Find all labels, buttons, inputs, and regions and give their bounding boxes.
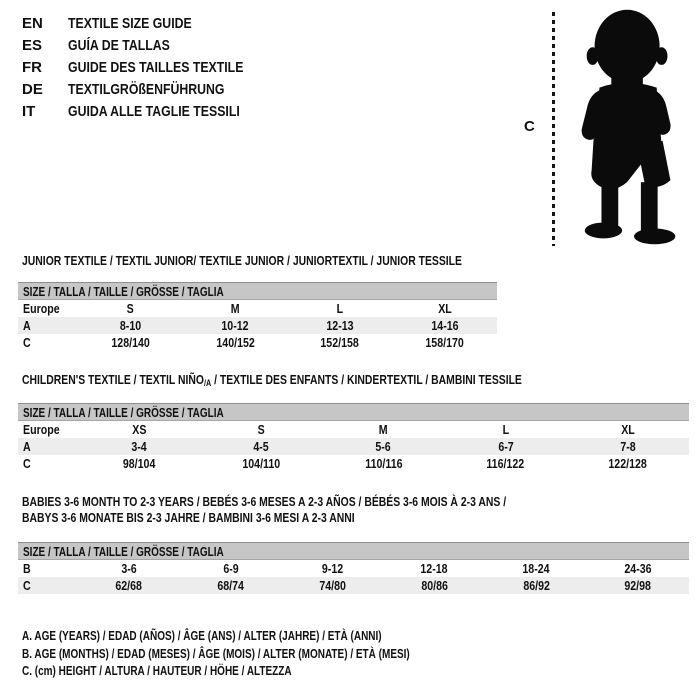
children-section-title: CHILDREN'S TEXTILE / TEXTIL $NIÑO_{/A}$ / TEXTILE DES ENFANTS / KINDERTEXTIL / BAMBINI TESSILE bbox=[22, 372, 522, 388]
babies-size-table bbox=[18, 542, 689, 594]
row-label: C bbox=[23, 578, 31, 593]
language-row-fr bbox=[22, 57, 282, 79]
size-cell: S bbox=[126, 301, 134, 316]
junior-section-title: JUNIOR TEXTILE / TEXTIL JUNIOR/ TEXTILE JUNIOR / JUNIORTEXTIL / JUNIOR TESSILE bbox=[22, 253, 462, 268]
size-cell: L bbox=[336, 301, 344, 316]
height-cell: 152/158 bbox=[320, 335, 360, 350]
size-header-row: SIZE / TALLA / TAILLE / GRÖSSE / TAGLIA bbox=[18, 403, 689, 421]
age-cell: 10-12 bbox=[221, 318, 249, 333]
height-cell: 92/98 bbox=[624, 578, 652, 593]
language-code: FR bbox=[22, 59, 42, 76]
height-cell: 74/80 bbox=[319, 578, 346, 593]
age-cell: 12-13 bbox=[326, 318, 354, 333]
children-size-table bbox=[18, 403, 689, 472]
guide-title: GUIDE DES TAILLES TEXTILE bbox=[68, 59, 244, 76]
row-label: C bbox=[23, 456, 31, 471]
months-cell: 6-9 bbox=[223, 561, 239, 576]
language-row-en bbox=[22, 13, 282, 35]
table-row-age bbox=[18, 438, 689, 455]
language-title-list bbox=[22, 13, 282, 123]
table-row-months bbox=[18, 560, 689, 577]
age-cell: 6-7 bbox=[498, 439, 514, 454]
row-label: A bbox=[23, 439, 31, 454]
row-label: B bbox=[23, 561, 31, 576]
height-cell: 86/92 bbox=[522, 578, 550, 593]
months-cell: 24-36 bbox=[624, 561, 652, 576]
table-row-europe bbox=[18, 421, 689, 438]
months-cell: 18-24 bbox=[522, 561, 550, 576]
language-row-es bbox=[22, 35, 282, 57]
table-row-age bbox=[18, 317, 497, 334]
guide-title: TEXTILGRÖßENFÜHRUNG bbox=[68, 81, 225, 98]
age-cell: 7-8 bbox=[620, 439, 636, 454]
age-cell: 8-10 bbox=[119, 318, 142, 333]
size-cell: M bbox=[379, 422, 388, 437]
nino-a-subscript: /A bbox=[203, 378, 212, 388]
measure-c-label: C bbox=[524, 118, 535, 135]
toddler-silhouette-icon bbox=[566, 6, 700, 248]
language-row-de bbox=[22, 79, 282, 101]
table-row-height bbox=[18, 577, 689, 594]
height-cell: 140/152 bbox=[215, 335, 255, 350]
size-header-row: SIZE / TALLA / TAILLE / GRÖSSE / TAGLIA bbox=[18, 542, 689, 560]
language-code: IT bbox=[22, 103, 36, 120]
size-cell: XL bbox=[621, 422, 635, 437]
height-cell: 158/170 bbox=[425, 335, 464, 350]
months-cell: 3-6 bbox=[121, 561, 137, 576]
size-cell: M bbox=[230, 301, 240, 316]
table-row-height bbox=[18, 334, 497, 351]
table-row-europe bbox=[18, 300, 497, 317]
height-cell: 116/122 bbox=[486, 456, 525, 471]
size-header-row: SIZE / TALLA / TAILLE / GRÖSSE / TAGLIA bbox=[18, 282, 497, 300]
age-cell: 14-16 bbox=[431, 318, 459, 333]
guide-title: TEXTILE SIZE GUIDE bbox=[68, 15, 192, 32]
size-cell: XL bbox=[437, 301, 452, 316]
language-code: EN bbox=[22, 15, 43, 32]
height-cell: 122/128 bbox=[608, 456, 648, 471]
months-cell: 12-18 bbox=[420, 561, 449, 576]
height-measure-figure bbox=[520, 4, 700, 250]
row-label: Europe bbox=[23, 301, 60, 316]
months-cell: 9-12 bbox=[321, 561, 344, 576]
height-cell: 62/68 bbox=[115, 578, 143, 593]
height-cell: 80/86 bbox=[421, 578, 448, 593]
table-row-height bbox=[18, 455, 689, 472]
size-cell: L bbox=[502, 422, 509, 437]
measurement-legend bbox=[22, 628, 507, 681]
size-cell: XS bbox=[132, 422, 147, 437]
guide-title: GUIDA ALLE TAGLIE TESSILI bbox=[68, 103, 240, 120]
babies-section-title: BABIES 3-6 MONTH TO 2-3 YEARS / BEBÉS 3-6 MESES A 2-3 AÑOS / BÉBÉS 3-6 MOIS À 2-3 ANS / BABYS 3-6 MONATE BIS 2-3 JAHRE / BAMBINI 3-6 MESI A 2-3 ANNI bbox=[22, 494, 507, 525]
age-cell: 3-4 bbox=[131, 439, 147, 454]
legend-line-a: A. AGE (YEARS) / EDAD (AÑOS) / ÂGE (ANS) / ALTER (JAHRE) / ETÀ (ANNI) bbox=[22, 629, 382, 643]
height-cell: 128/140 bbox=[111, 335, 150, 350]
language-row-it bbox=[22, 101, 282, 123]
guide-title: GUÍA DE TALLAS bbox=[68, 37, 170, 54]
row-label: C bbox=[23, 335, 31, 350]
row-label: Europe bbox=[23, 422, 60, 437]
row-label: A bbox=[23, 318, 31, 333]
legend-line-b: B. AGE (MONTHS) / EDAD (MESES) / ÂGE (MOIS) / ALTER (MONATE) / ETÀ (MESI) bbox=[22, 646, 410, 661]
age-cell: 4-5 bbox=[253, 439, 269, 454]
legend-line-c: C. (cm) HEIGHT / ALTURA / HAUTEUR / HÖHE / ALTEZZA bbox=[22, 664, 292, 678]
junior-size-table bbox=[18, 282, 497, 351]
height-cell: 110/116 bbox=[364, 456, 403, 471]
height-cell: 104/110 bbox=[242, 456, 281, 471]
height-cell: 98/104 bbox=[122, 456, 156, 471]
size-cell: S bbox=[257, 422, 265, 437]
language-code: ES bbox=[22, 37, 43, 54]
age-cell: 5-6 bbox=[375, 439, 392, 454]
language-code: DE bbox=[22, 81, 43, 98]
height-dashed-line bbox=[552, 12, 555, 246]
height-cell: 68/74 bbox=[217, 578, 245, 593]
